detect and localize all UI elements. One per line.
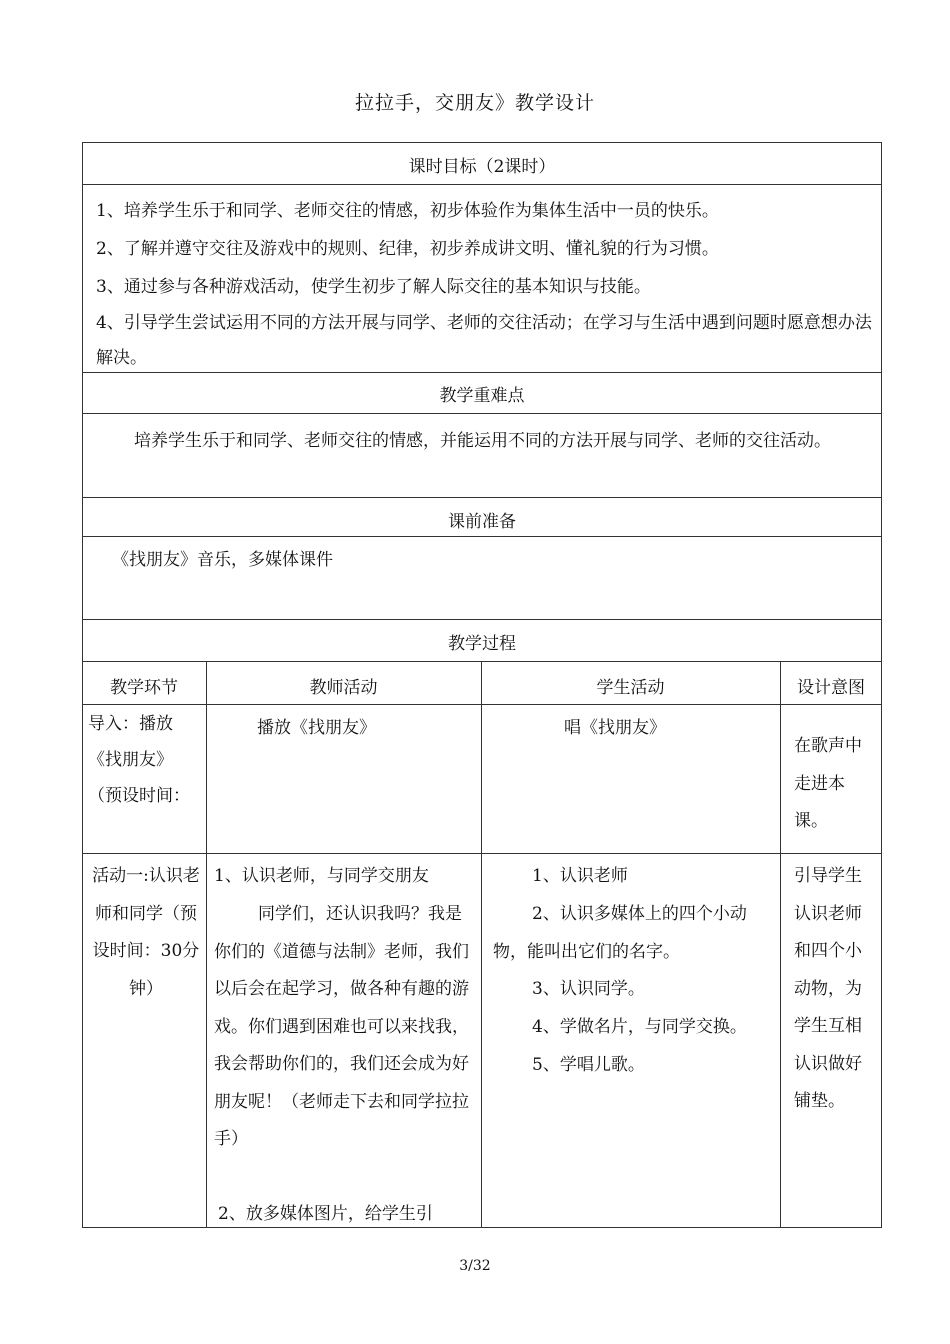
process-header: 教学过程 [448,634,516,654]
row2-student-item: 2、认识多媒体上的四个小动物，能叫出它们的名字。 [493,904,747,962]
column-header-stage: 教学环节 [110,678,178,698]
row2-student-item: 4、学做名片，与同学交换。 [532,1017,747,1037]
table-rule [82,704,882,705]
column-header-student: 学生活动 [596,678,665,698]
table-rule [82,413,882,414]
row2-stage: 活动一:认识老师和同学（预设时间：30分钟） [92,866,200,999]
document-title: 拉拉手，交朋友》教学设计 [354,92,595,114]
column-header-intent: 设计意图 [797,678,865,698]
table-rule [82,853,882,854]
row2-teacher-step2: 2、放多媒体图片，给学生引 [218,1204,433,1224]
row1-student: 唱《找朋友》 [564,718,666,738]
column-header-teacher: 教师活动 [309,678,378,698]
table-rule [82,184,882,185]
goal-item: 3、通过参与各种游戏活动，使学生初步了解人际交往的基本知识与技能。 [96,277,651,297]
goal-item: 4、引导学生尝试运用不同的方法开展与同学、老师的交往活动；在学习与生活中遇到问题时愿意想办法解决。 [96,313,872,368]
row2-teacher-speech: 同学们，还认识我吗？我是你们的《道德与法制》老师，我们以后会在起学习，做各种有趣的游戏。你们遇到困难也可以来找我，我会帮助你们的，我们还会成为好朋友呢！（老师走下去和同学拉拉手） [214,904,469,1149]
goal-item: 1、培养学生乐于和同学、老师交往的情感，初步体验作为集体生活中一员的快乐。 [96,201,719,221]
goal-item: 2、了解并遵守交往及游戏中的规则、纪律，初步养成讲文明、懂礼貌的行为习惯。 [96,239,719,259]
row2-teacher-step1: 1、认识老师，与同学交朋友 [214,866,429,886]
row2-student-item: 5、学唱儿歌。 [532,1055,645,1075]
row2-intent: 引导学生认识老师和四个小动物，为学生互相认识做好铺垫。 [794,866,862,1111]
row2-student-item: 3、认识同学。 [532,979,645,999]
goals-header: 课时目标（2课时） [408,157,556,177]
table-rule [82,661,882,662]
page-number: 3/32 [459,1258,491,1274]
table-rule [82,536,882,537]
row1-teacher: 播放《找朋友》 [257,718,376,738]
keypoints-text: 培养学生乐于和同学、老师交往的情感，并能运用不同的方法开展与同学、老师的交往活动。 [134,431,831,451]
column-divider [780,661,781,1228]
row2-student-item: 1、认识老师 [532,866,628,886]
table-rule [82,497,882,498]
column-divider [481,661,482,1228]
row1-stage: 导入：播放《找朋友》（预设时间： [88,714,190,806]
column-divider [206,661,207,1228]
keypoints-header: 教学重难点 [439,386,525,406]
row1-intent: 在歌声中走进本课。 [794,736,862,831]
table-rule [82,619,882,620]
prep-header: 课前准备 [448,512,516,532]
prep-text: 《找朋友》音乐，多媒体课件 [112,550,333,570]
